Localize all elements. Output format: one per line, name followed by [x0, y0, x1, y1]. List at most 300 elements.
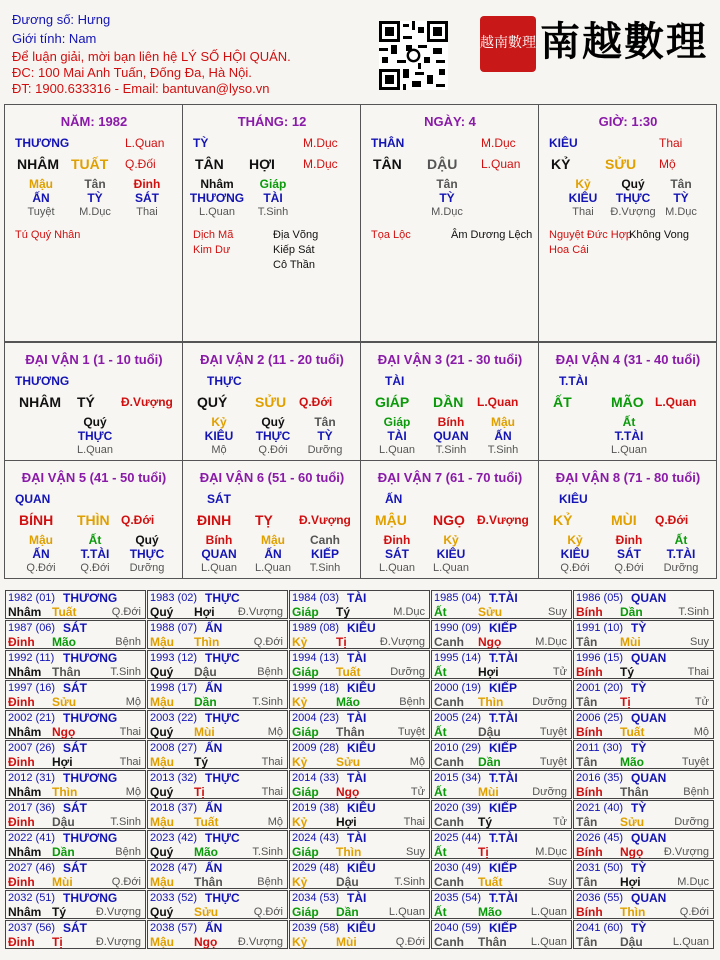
year-state: Q.Đới	[253, 906, 283, 918]
year-state: L.Quan	[530, 936, 567, 948]
year-label: 2040 (59)	[434, 922, 482, 934]
year-ten-god: TÀI	[347, 711, 367, 725]
year-state: T.Sinh	[252, 846, 283, 858]
luck-hidden-stem: Quý	[135, 533, 159, 547]
year-stem: Bính	[576, 665, 603, 679]
year-branch: Tuất	[478, 875, 503, 889]
year-label: 1993 (12)	[150, 652, 198, 664]
year-branch: Dần	[620, 605, 643, 619]
luck-hidden-ten-god: ẤN	[32, 547, 50, 561]
year-label: 1997 (16)	[8, 682, 56, 694]
year-label: 2006 (25)	[576, 712, 624, 724]
year-stem: Kỷ	[292, 635, 308, 649]
luck-title: ĐẠI VẬN 1 (1 - 10 tuổi)	[25, 352, 163, 367]
year-cell	[431, 740, 572, 769]
year-state: Q.Đới	[111, 876, 141, 888]
year-branch: Tý	[478, 815, 493, 829]
year-branch: Mùi	[336, 935, 357, 949]
year-branch: Sửu	[194, 905, 219, 919]
luck-hidden-state: T.Sinh	[487, 444, 519, 456]
year-label: 2024 (43)	[292, 832, 340, 844]
hidden-state: M.Dục	[431, 206, 463, 218]
luck-ten-god: SÁT	[207, 492, 231, 506]
year-state: Mộ	[409, 756, 425, 768]
year-ten-god: TÀI	[347, 891, 367, 905]
year-ten-god: QUAN	[631, 891, 667, 905]
year-branch: Dậu	[336, 875, 359, 889]
luck-hidden-ten-god: KIẾP	[310, 547, 340, 561]
year-label: 2025 (44)	[434, 832, 482, 844]
year-stem: Mậu	[150, 875, 174, 889]
luck-hidden-ten-god: ẤN	[494, 429, 512, 443]
year-stem: Giáp	[292, 845, 319, 859]
year-branch: Tuất	[620, 725, 645, 739]
luck-title: ĐẠI VẬN 5 (41 - 50 tuổi)	[21, 470, 167, 485]
year-branch: Sửu	[336, 755, 361, 769]
year-state: Mộ	[125, 786, 141, 798]
year-state: Tử	[694, 696, 709, 708]
year-branch: Dần	[478, 755, 501, 769]
year-cell	[289, 590, 430, 619]
year-state: Tử	[552, 816, 567, 828]
year-cell	[289, 710, 430, 739]
year-label: 2009 (28)	[292, 742, 340, 754]
year-stem: Bính	[576, 725, 603, 739]
gender: Giới tính: Nam	[12, 31, 97, 46]
year-state: T.Sinh	[110, 816, 141, 828]
year-ten-god: ẤN	[205, 921, 223, 935]
year-state: L.Quan	[672, 936, 709, 948]
year-ten-god: QUAN	[631, 651, 667, 665]
year-state: Thai	[403, 816, 425, 828]
year-cell	[147, 860, 288, 889]
luck-hidden-stem: Mậu	[29, 533, 53, 547]
earthly-branch: SỬU	[605, 156, 637, 172]
luck-state: L.Quan	[477, 395, 519, 409]
luck-ten-god: THỰC	[207, 374, 242, 388]
hidden-state: M.Dục	[665, 206, 697, 218]
year-label: 2003 (22)	[150, 712, 198, 724]
year-ten-god: TÀI	[347, 651, 367, 665]
hidden-stem: Quý	[621, 177, 645, 191]
year-stem: Đinh	[8, 695, 35, 709]
luck-hidden-ten-god: TỲ	[317, 429, 333, 443]
year-label: 2013 (32)	[150, 772, 198, 784]
year-cell	[5, 710, 146, 739]
luck-branch: SỬU	[255, 394, 287, 410]
luck-hidden-ten-god: THỰC	[129, 547, 165, 561]
year-label: 2005 (24)	[434, 712, 482, 724]
year-label: 1998 (17)	[150, 682, 198, 694]
pillar-title: GIỜ: 1:30	[598, 114, 658, 129]
year-ten-god: TỲ	[631, 801, 647, 815]
year-state: Mộ	[267, 726, 283, 738]
year-state: Thai	[261, 786, 283, 798]
year-ten-god: KIẾP	[489, 681, 518, 695]
year-cell	[5, 680, 146, 709]
shen-sha: Tọa Lộc	[371, 229, 411, 241]
year-label: 2028 (47)	[150, 862, 198, 874]
luck-title: ĐẠI VẬN 8 (71 - 80 tuổi)	[555, 470, 701, 485]
year-state: Mộ	[125, 696, 141, 708]
luck-hidden-state: Q.Đới	[614, 562, 644, 574]
year-branch: Ngọ	[620, 845, 644, 859]
year-state: Thai	[119, 756, 141, 768]
pillar-title: THÁNG: 12	[237, 114, 307, 129]
year-stem: Bính	[576, 605, 603, 619]
luck-hidden-ten-god: SÁT	[617, 547, 641, 561]
luck-hidden-state: Q.Đới	[258, 444, 288, 456]
luck-ten-god: TÀI	[385, 374, 405, 388]
year-cell	[5, 650, 146, 679]
year-branch: Tị	[478, 845, 489, 859]
year-stem: Mậu	[150, 935, 174, 949]
year-branch: Dậu	[478, 725, 501, 739]
luck-period-cell	[182, 342, 361, 461]
hidden-ten-god: THỰC	[615, 191, 651, 205]
luck-hidden-state: L.Quan	[378, 444, 416, 456]
year-ten-god: THỰC	[205, 891, 240, 905]
year-state: Q.Đới	[395, 936, 425, 948]
year-state: Tuyệt	[397, 726, 425, 738]
heavenly-stem: TÂN	[195, 156, 224, 172]
year-state: Thai	[687, 666, 709, 678]
year-label: 2029 (48)	[292, 862, 340, 874]
hidden-state: Đ.Vượng	[610, 206, 656, 218]
luck-branch: THÌN	[77, 512, 110, 528]
year-branch: Ngọ	[478, 635, 502, 649]
year-branch: Hợi	[194, 605, 215, 619]
year-stem: Quý	[150, 725, 174, 739]
year-state: T.Sinh	[252, 696, 283, 708]
luck-period-cell	[182, 460, 361, 579]
year-state: Dưỡng	[674, 816, 709, 828]
hidden-ten-god: THƯƠNG	[189, 191, 245, 205]
luck-hidden-ten-god: T.TÀI	[666, 547, 696, 561]
year-stem: Canh	[434, 635, 464, 649]
year-label: 2001 (20)	[576, 682, 624, 694]
hidden-state: T.Sinh	[257, 206, 289, 218]
year-branch: Tị	[336, 635, 347, 649]
year-label: 2033 (52)	[150, 892, 198, 904]
year-ten-god: KIÊU	[347, 801, 376, 815]
luck-branch: MÙI	[611, 512, 637, 528]
year-stem: Canh	[434, 875, 464, 889]
year-ten-god: SÁT	[63, 621, 87, 635]
year-branch: Tị	[620, 695, 631, 709]
luck-stem: MẬU	[375, 512, 407, 528]
year-cell	[573, 920, 714, 949]
year-branch: Dần	[336, 905, 359, 919]
year-stem: Mậu	[150, 635, 174, 649]
year-ten-god: QUAN	[631, 711, 667, 725]
year-ten-god: KIÊU	[347, 861, 376, 875]
luck-period-cell	[538, 460, 717, 579]
stem-ten-god: KIÊU	[549, 136, 578, 150]
luck-hidden-stem: Tân	[314, 415, 336, 429]
year-branch: Thìn	[620, 905, 646, 919]
hidden-stem: Nhâm	[200, 177, 234, 191]
year-ten-god: ẤN	[205, 861, 223, 875]
year-label: 2010 (29)	[434, 742, 482, 754]
shen-sha: Cô Thần	[273, 259, 315, 271]
year-cell	[431, 770, 572, 799]
luck-stem: ĐINH	[197, 512, 232, 528]
year-cell	[147, 830, 288, 859]
year-branch: Hợi	[478, 665, 499, 679]
year-cell	[573, 830, 714, 859]
year-branch: Hợi	[336, 815, 357, 829]
year-stem: Ất	[434, 725, 447, 739]
year-branch: Tuất	[52, 605, 77, 619]
luck-title: ĐẠI VẬN 4 (31 - 40 tuổi)	[555, 352, 701, 367]
year-cell	[147, 770, 288, 799]
year-stem: Kỷ	[292, 875, 308, 889]
year-ten-god: TÀI	[347, 771, 367, 785]
luck-hidden-stem: Giáp	[383, 415, 411, 429]
heavenly-stem: TÂN	[373, 156, 402, 172]
year-ten-god: KIÊU	[347, 741, 376, 755]
luck-hidden-ten-god: T.TÀI	[80, 547, 110, 561]
year-branch: Mùi	[620, 635, 641, 649]
heavenly-stem: NHÂM	[17, 156, 59, 172]
year-state: Bệnh	[257, 666, 283, 678]
year-label: 2026 (45)	[576, 832, 624, 844]
year-label: 2008 (27)	[150, 742, 198, 754]
qr-code-icon	[379, 21, 448, 90]
calligraphy-title: 南越數理	[540, 18, 708, 65]
year-state: Đ.Vượng	[663, 846, 709, 858]
luck-hidden-state: Q.Đới	[560, 562, 590, 574]
year-stem: Giáp	[292, 665, 319, 679]
pillar-cell	[360, 104, 539, 342]
year-branch: Thìn	[478, 695, 504, 709]
year-ten-god: KIẾP	[489, 621, 518, 635]
luck-branch: NGỌ	[433, 512, 465, 528]
year-label: 2023 (42)	[150, 832, 198, 844]
year-branch: Thân	[52, 665, 81, 679]
year-state: M.Dục	[393, 606, 425, 618]
stem-state: L.Quan	[481, 157, 521, 171]
year-stem: Nhâm	[8, 905, 42, 919]
year-state: Bệnh	[115, 846, 141, 858]
year-cell	[289, 890, 430, 919]
luck-branch: DẦN	[433, 394, 464, 410]
hidden-stem: Tân	[84, 177, 106, 191]
year-stem: Nhâm	[8, 845, 42, 859]
stem-ten-god: THƯƠNG	[15, 136, 70, 150]
luck-state: Đ.Vượng	[121, 395, 173, 409]
phone-email-line: ĐT: 1900.633316 - Email: bantuvan@lyso.vn	[12, 81, 270, 96]
year-branch: Thìn	[194, 635, 220, 649]
branch-state: L.Quan	[125, 136, 165, 150]
year-ten-god: KIẾP	[489, 741, 518, 755]
luck-hidden-stem: Canh	[310, 533, 340, 547]
luck-hidden-state: L.Quan	[76, 444, 114, 456]
luck-state: Q.Đới	[121, 513, 155, 527]
year-branch: Tý	[52, 905, 67, 919]
year-cell	[289, 620, 430, 649]
year-stem: Giáp	[292, 605, 319, 619]
year-ten-god: KIÊU	[347, 621, 376, 635]
shen-sha: Dịch Mã	[193, 229, 234, 241]
year-cell	[431, 620, 572, 649]
hidden-state: M.Dục	[79, 206, 111, 218]
year-label: 1990 (09)	[434, 622, 482, 634]
luck-hidden-ten-god: T.TÀI	[614, 429, 644, 443]
year-cell	[5, 770, 146, 799]
year-ten-god: TỲ	[631, 861, 647, 875]
year-ten-god: KIẾP	[489, 921, 518, 935]
year-ten-god: SÁT	[63, 741, 87, 755]
year-state: Bệnh	[257, 876, 283, 888]
year-ten-god: T.TÀI	[489, 891, 518, 905]
luck-hidden-stem: Bính	[205, 533, 233, 547]
year-cell	[147, 890, 288, 919]
luck-hidden-ten-god: KIÊU	[436, 547, 466, 561]
year-ten-god: SÁT	[63, 861, 87, 875]
hidden-ten-god: TỲ	[87, 191, 103, 205]
year-branch: Tị	[194, 785, 205, 799]
luck-period-cell	[360, 460, 539, 579]
luck-hidden-state: L.Quan	[610, 444, 648, 456]
year-ten-god: TỲ	[631, 621, 647, 635]
year-cell	[431, 860, 572, 889]
year-stem: Nhâm	[8, 725, 42, 739]
luck-hidden-ten-god: TÀI	[387, 429, 407, 443]
year-branch: Sửu	[620, 815, 645, 829]
year-stem: Mậu	[150, 695, 174, 709]
year-ten-god: TỲ	[631, 681, 647, 695]
year-ten-god: T.TÀI	[489, 831, 518, 845]
luck-hidden-state: L.Quan	[432, 562, 470, 574]
red-seal-stamp: 越南數理	[480, 16, 536, 72]
year-stem: Giáp	[292, 725, 319, 739]
year-stem: Đinh	[8, 875, 35, 889]
year-label: 2019 (38)	[292, 802, 340, 814]
year-cell	[431, 590, 572, 619]
year-label: 1995 (14)	[434, 652, 482, 664]
year-branch: Ngọ	[336, 785, 360, 799]
luck-hidden-stem: Mậu	[261, 533, 285, 547]
year-state: L.Quan	[530, 906, 567, 918]
year-ten-god: THƯƠNG	[63, 711, 118, 725]
hidden-stem: Đinh	[133, 177, 161, 191]
luck-hidden-stem: Kỷ	[567, 533, 583, 547]
luck-state: L.Quan	[655, 395, 697, 409]
year-label: 1999 (18)	[292, 682, 340, 694]
year-state: Dưỡng	[532, 696, 567, 708]
luck-hidden-stem: Quý	[261, 415, 285, 429]
year-stem: Quý	[150, 665, 174, 679]
year-cell	[289, 920, 430, 949]
luck-stem: BÍNH	[19, 512, 54, 528]
luck-hidden-stem: Kỷ	[211, 415, 227, 429]
year-label: 1994 (13)	[292, 652, 340, 664]
year-label: 2038 (57)	[150, 922, 198, 934]
year-cell	[573, 710, 714, 739]
year-state: Dưỡng	[390, 666, 425, 678]
year-branch: Mão	[478, 905, 502, 919]
pillar-cell	[182, 104, 361, 342]
year-cell	[289, 650, 430, 679]
hidden-state: Thai	[136, 206, 158, 218]
hidden-stem: Giáp	[259, 177, 287, 191]
luck-hidden-stem: Quý	[83, 415, 107, 429]
luck-hidden-state: Q.Đới	[26, 562, 56, 574]
year-ten-god: QUAN	[631, 591, 667, 605]
year-state: Đ.Vượng	[95, 906, 141, 918]
luck-stem: ẤT	[553, 394, 572, 410]
year-branch: Tý	[336, 605, 351, 619]
year-cell	[5, 830, 146, 859]
luck-ten-god: KIÊU	[559, 492, 588, 506]
year-branch: Tý	[620, 665, 635, 679]
luck-hidden-ten-god: THỰC	[255, 429, 291, 443]
year-cell	[5, 800, 146, 829]
hidden-ten-god: SÁT	[135, 191, 159, 205]
year-state: Đ.Vượng	[379, 636, 425, 648]
luck-hidden-ten-god: ẤN	[264, 547, 282, 561]
shen-sha: Kim Dư	[193, 244, 231, 256]
year-stem: Nhâm	[8, 605, 42, 619]
year-label: 2021 (40)	[576, 802, 624, 814]
year-label: 1996 (15)	[576, 652, 624, 664]
earthly-branch: TUẤT	[71, 156, 109, 172]
year-stem: Tân	[576, 815, 598, 829]
stem-ten-god: TỲ	[193, 136, 209, 150]
year-branch: Mùi	[194, 725, 215, 739]
year-ten-god: THƯƠNG	[63, 771, 118, 785]
year-branch: Mùi	[478, 785, 499, 799]
year-label: 2027 (46)	[8, 862, 56, 874]
year-state: M.Dục	[677, 876, 709, 888]
pillar-cell	[538, 104, 717, 342]
year-branch: Mùi	[52, 875, 73, 889]
luck-hidden-state: Dưỡng	[307, 444, 343, 456]
stem-state: M.Dục	[303, 157, 338, 171]
year-stem: Đinh	[8, 635, 35, 649]
year-branch: Thân	[194, 875, 223, 889]
luck-state: Q.Đới	[299, 395, 333, 409]
year-stem: Kỷ	[292, 815, 308, 829]
hidden-ten-god: TỲ	[673, 191, 689, 205]
year-cell	[573, 800, 714, 829]
luck-hidden-stem: Đinh	[615, 533, 643, 547]
year-branch: Thân	[478, 935, 507, 949]
luck-period-cell	[4, 460, 183, 579]
luck-hidden-stem: Ất	[622, 415, 636, 429]
year-state: Suy	[548, 876, 567, 888]
luck-hidden-ten-god: KIÊU	[560, 547, 590, 561]
luck-branch: TÝ	[77, 394, 95, 410]
shen-sha: Tú Quý Nhân	[15, 229, 81, 241]
year-state: T.Sinh	[110, 666, 141, 678]
year-ten-god: SÁT	[63, 801, 87, 815]
hidden-state: L.Quan	[198, 206, 236, 218]
year-state: Mộ	[267, 816, 283, 828]
year-state: Đ.Vượng	[237, 936, 283, 948]
year-cell	[431, 890, 572, 919]
year-branch: Mão	[52, 635, 76, 649]
year-label: 1988 (07)	[150, 622, 198, 634]
year-cell	[289, 860, 430, 889]
luck-stem: NHÂM	[19, 394, 61, 410]
year-label: 2018 (37)	[150, 802, 198, 814]
year-branch: Ngọ	[194, 935, 218, 949]
year-stem: Canh	[434, 755, 464, 769]
year-branch: Tị	[52, 935, 63, 949]
